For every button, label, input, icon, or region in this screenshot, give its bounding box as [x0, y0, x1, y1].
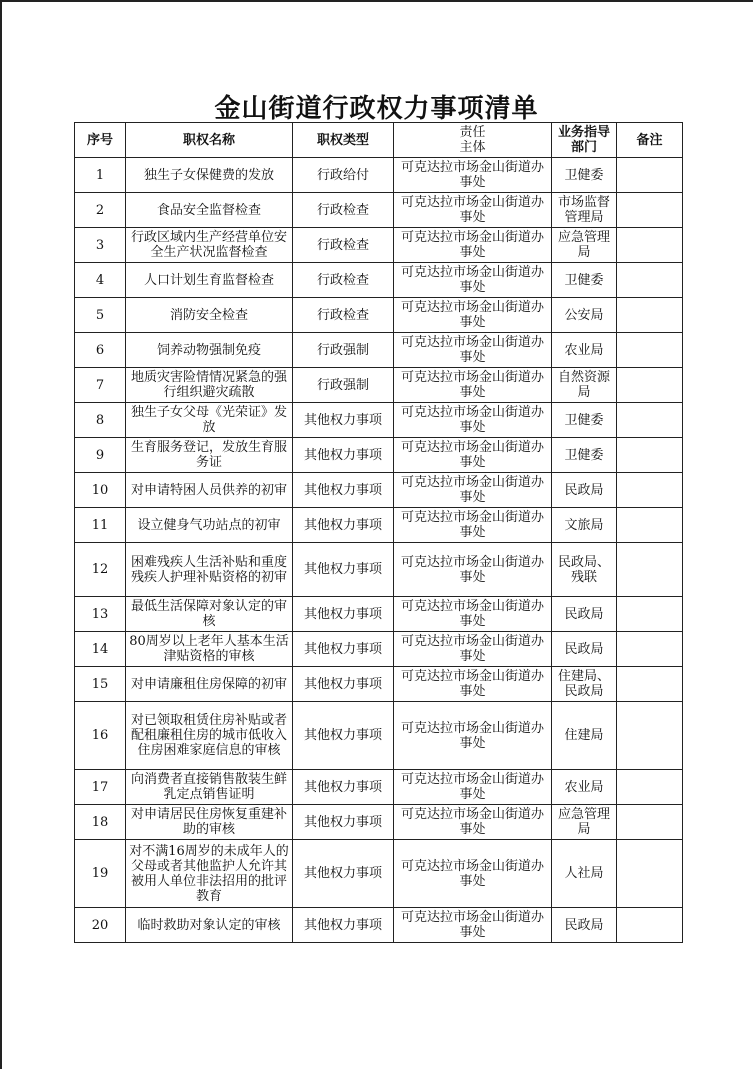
row-dept: 应急管理局 [552, 228, 617, 263]
table-row [75, 368, 683, 403]
table-row [75, 193, 683, 228]
row-no: 15 [75, 667, 126, 702]
table-row [75, 632, 683, 667]
row-type: 其他权力事项 [293, 840, 394, 908]
row-type: 其他权力事项 [293, 805, 394, 840]
power-items-table [74, 122, 683, 943]
header-dept [552, 123, 617, 158]
table-row [75, 403, 683, 438]
row-name: 最低生活保障对象认定的审核 [126, 597, 293, 632]
table-row [75, 333, 683, 368]
header-type: 职权类型 [293, 123, 394, 158]
row-no: 11 [75, 508, 126, 543]
row-dept: 应急管理局 [552, 805, 617, 840]
row-subject: 可克达拉市场金山街道办事处 [394, 840, 552, 908]
row-type: 行政检查 [293, 193, 394, 228]
row-subject: 可克达拉市场金山街道办事处 [394, 908, 552, 943]
row-note [617, 632, 683, 667]
header-subject-line2: 主体 [459, 140, 486, 155]
row-dept: 卫健委 [552, 263, 617, 298]
row-name: 向消费者直接销售散装生鲜乳定点销售证明 [126, 770, 293, 805]
row-no: 13 [75, 597, 126, 632]
row-subject: 可克达拉市场金山街道办事处 [394, 403, 552, 438]
table-row [75, 840, 683, 908]
row-no: 12 [75, 543, 126, 597]
row-note [617, 473, 683, 508]
row-no: 4 [75, 263, 126, 298]
row-subject: 可克达拉市场金山街道办事处 [394, 702, 552, 770]
row-subject: 可克达拉市场金山街道办事处 [394, 508, 552, 543]
row-subject: 可克达拉市场金山街道办事处 [394, 228, 552, 263]
row-note [617, 263, 683, 298]
row-name: 独生子女保健费的发放 [126, 158, 293, 193]
row-note [617, 298, 683, 333]
row-type: 其他权力事项 [293, 667, 394, 702]
table-row [75, 805, 683, 840]
row-no: 2 [75, 193, 126, 228]
table-row [75, 597, 683, 632]
row-subject: 可克达拉市场金山街道办事处 [394, 805, 552, 840]
row-subject: 可克达拉市场金山街道办事处 [394, 473, 552, 508]
row-type: 其他权力事项 [293, 770, 394, 805]
row-name: 对申请居民住房恢复重建补助的审核 [126, 805, 293, 840]
row-subject: 可克达拉市场金山街道办事处 [394, 438, 552, 473]
row-subject: 可克达拉市场金山街道办事处 [394, 667, 552, 702]
row-name: 设立健身气功站点的初审 [126, 508, 293, 543]
row-type: 其他权力事项 [293, 632, 394, 667]
row-name: 地质灾害险情情况紧急的强行组织避灾疏散 [126, 368, 293, 403]
row-note [617, 840, 683, 908]
row-no: 8 [75, 403, 126, 438]
table-row [75, 473, 683, 508]
page-border-left [0, 0, 2, 1069]
header-subject [394, 123, 552, 158]
row-name: 80周岁以上老年人基本生活津贴资格的审核 [126, 632, 293, 667]
row-no: 16 [75, 702, 126, 770]
table-row [75, 298, 683, 333]
row-note [617, 368, 683, 403]
row-name: 对不满16周岁的未成年人的父母或者其他监护人允许其被用人单位非法招用的批评教育 [126, 840, 293, 908]
row-type: 行政检查 [293, 263, 394, 298]
table-row [75, 438, 683, 473]
table-header-row [75, 123, 683, 158]
header-dept-line1: 业务指导 [557, 125, 610, 140]
row-subject: 可克达拉市场金山街道办事处 [394, 597, 552, 632]
row-dept: 公安局 [552, 298, 617, 333]
row-note [617, 228, 683, 263]
row-name: 人口计划生育监督检查 [126, 263, 293, 298]
row-note [617, 702, 683, 770]
row-no: 17 [75, 770, 126, 805]
row-type: 其他权力事项 [293, 543, 394, 597]
row-dept: 民政局、残联 [552, 543, 617, 597]
table-row [75, 908, 683, 943]
row-dept: 市场监督管理局 [552, 193, 617, 228]
table-row [75, 263, 683, 298]
row-note [617, 667, 683, 702]
row-no: 20 [75, 908, 126, 943]
header-name: 职权名称 [126, 123, 293, 158]
row-subject: 可克达拉市场金山街道办事处 [394, 193, 552, 228]
row-name: 对申请廉租住房保障的初审 [126, 667, 293, 702]
row-type: 其他权力事项 [293, 908, 394, 943]
row-subject: 可克达拉市场金山街道办事处 [394, 368, 552, 403]
row-name: 消防安全检查 [126, 298, 293, 333]
row-note [617, 908, 683, 943]
row-no: 19 [75, 840, 126, 908]
row-subject: 可克达拉市场金山街道办事处 [394, 632, 552, 667]
row-note [617, 333, 683, 368]
row-type: 行政检查 [293, 298, 394, 333]
row-note [617, 508, 683, 543]
row-type: 其他权力事项 [293, 438, 394, 473]
header-no: 序号 [75, 123, 126, 158]
row-dept: 民政局 [552, 908, 617, 943]
row-type: 行政给付 [293, 158, 394, 193]
row-name: 食品安全监督检查 [126, 193, 293, 228]
table-row [75, 770, 683, 805]
row-note [617, 770, 683, 805]
row-dept: 自然资源局 [552, 368, 617, 403]
row-dept: 民政局 [552, 632, 617, 667]
row-dept: 民政局 [552, 473, 617, 508]
row-type: 其他权力事项 [293, 473, 394, 508]
row-name: 对已领取租赁住房补贴或者配租廉租住房的城市低收入住房困难家庭信息的审核 [126, 702, 293, 770]
table-row [75, 667, 683, 702]
row-no: 6 [75, 333, 126, 368]
table-row [75, 508, 683, 543]
row-name: 饲养动物强制免疫 [126, 333, 293, 368]
row-name: 临时救助对象认定的审核 [126, 908, 293, 943]
header-dept-line2: 部门 [570, 140, 597, 155]
row-dept: 农业局 [552, 770, 617, 805]
row-dept: 文旅局 [552, 508, 617, 543]
row-type: 行政检查 [293, 228, 394, 263]
table-row [75, 702, 683, 770]
row-dept: 人社局 [552, 840, 617, 908]
page-border-top [0, 0, 753, 2]
header-subject-line1: 责任 [459, 125, 486, 140]
page-title: 金山街道行政权力事项清单 [214, 94, 539, 124]
row-note [617, 805, 683, 840]
row-name: 困难残疾人生活补贴和重度残疾人护理补贴资格的初审 [126, 543, 293, 597]
row-subject: 可克达拉市场金山街道办事处 [394, 263, 552, 298]
row-name: 独生子女父母《光荣证》发放 [126, 403, 293, 438]
row-no: 10 [75, 473, 126, 508]
row-name: 对申请特困人员供养的初审 [126, 473, 293, 508]
row-dept: 农业局 [552, 333, 617, 368]
row-note [617, 158, 683, 193]
row-no: 7 [75, 368, 126, 403]
row-note [617, 543, 683, 597]
table-body [75, 158, 683, 943]
row-subject: 可克达拉市场金山街道办事处 [394, 333, 552, 368]
row-type: 其他权力事项 [293, 508, 394, 543]
row-no: 9 [75, 438, 126, 473]
row-note [617, 438, 683, 473]
row-dept: 民政局 [552, 597, 617, 632]
row-no: 5 [75, 298, 126, 333]
table-row [75, 543, 683, 597]
row-no: 3 [75, 228, 126, 263]
row-type: 其他权力事项 [293, 702, 394, 770]
row-dept: 卫健委 [552, 403, 617, 438]
row-type: 行政强制 [293, 333, 394, 368]
row-type: 其他权力事项 [293, 403, 394, 438]
row-subject: 可克达拉市场金山街道办事处 [394, 543, 552, 597]
row-subject: 可克达拉市场金山街道办事处 [394, 770, 552, 805]
row-type: 行政强制 [293, 368, 394, 403]
row-no: 1 [75, 158, 126, 193]
row-name: 行政区域内生产经营单位安全生产状况监督检查 [126, 228, 293, 263]
row-subject: 可克达拉市场金山街道办事处 [394, 298, 552, 333]
row-note [617, 193, 683, 228]
table-row [75, 158, 683, 193]
row-note [617, 597, 683, 632]
row-type: 其他权力事项 [293, 597, 394, 632]
row-no: 14 [75, 632, 126, 667]
table-row [75, 228, 683, 263]
row-dept: 住建局 [552, 702, 617, 770]
row-no: 18 [75, 805, 126, 840]
row-dept: 住建局、民政局 [552, 667, 617, 702]
row-note [617, 403, 683, 438]
row-dept: 卫健委 [552, 438, 617, 473]
row-name: 生育服务登记，发放生育服务证 [126, 438, 293, 473]
row-dept: 卫健委 [552, 158, 617, 193]
header-note: 备注 [617, 123, 683, 158]
row-subject: 可克达拉市场金山街道办事处 [394, 158, 552, 193]
